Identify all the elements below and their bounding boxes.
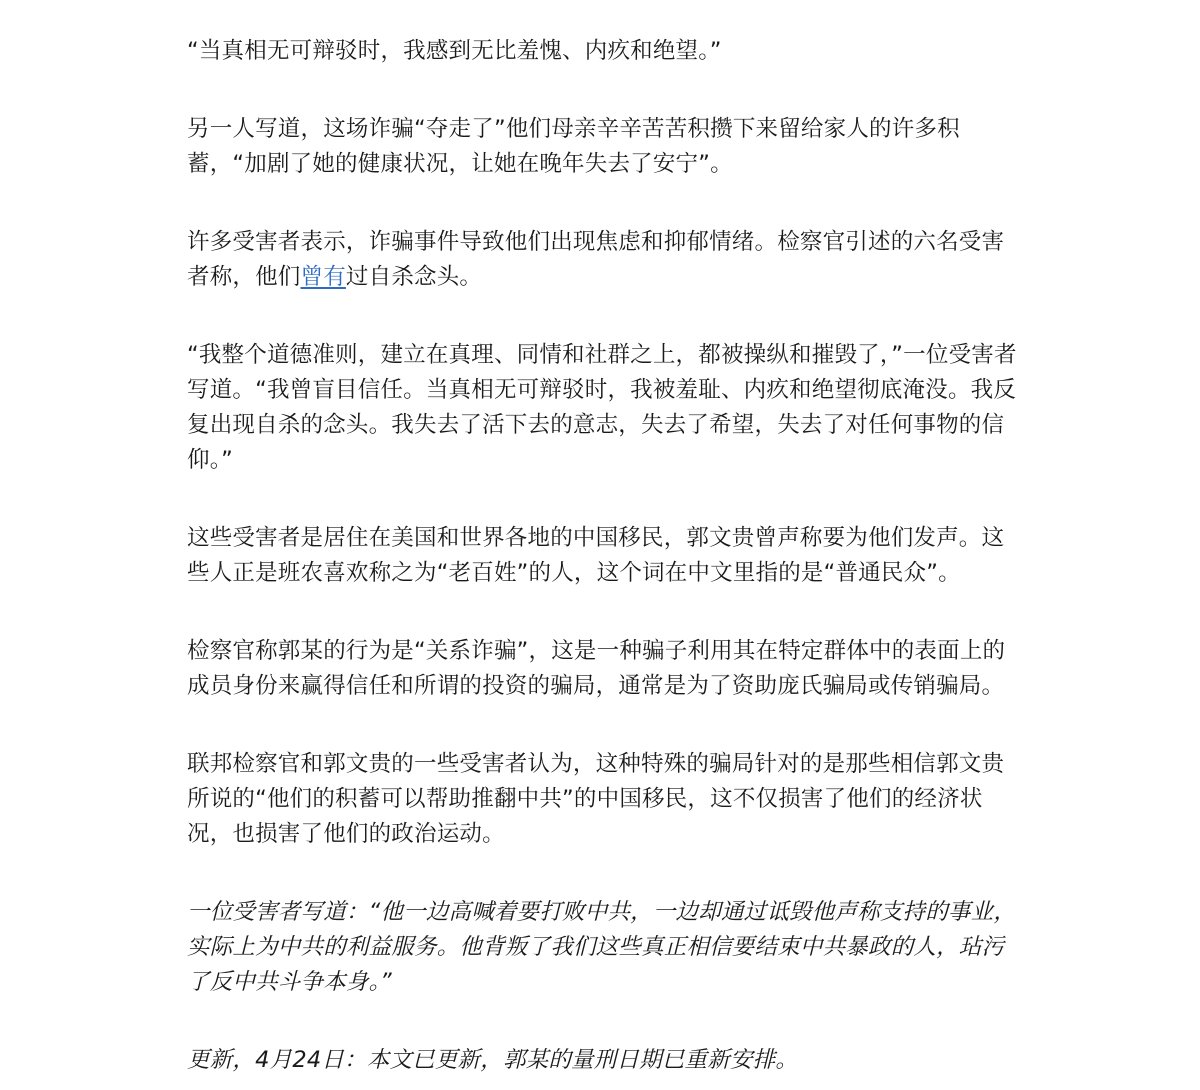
paragraph-anxiety [187,225,1017,295]
update-note: 更新，4月24日：本文已更新，郭某的量刑日期已重新安排。 [187,1047,799,1073]
paragraph-chinese-immigrants: 这些受害者是居住在美国和世界各地的中国移民，郭文贵曾声称要为他们发声。这些人正是班农喜欢称之为“老百姓”的人，这个词在中文里指的是“普通民众”。 [187,525,1005,586]
paragraph-victim-quote: “我整个道德准则，建立在真理、同情和社群之上，都被操纵和摧毁了，”一位受害者写道。“我曾盲目信任。当真相无可辩驳时，我被羞耻、内疚和绝望彻底淹没。我反复出现自杀的念头。我失去了活下去的意志，失去了希望，失去了对任何事物的信仰。” [187,342,1017,473]
suicidal-thoughts-link[interactable]: 曾有 [300,264,346,290]
paragraph-mother-savings: 另一人写道，这场诈骗“夺走了”他们母亲辛辛苦苦积攒下来留给家人的许多积蓄，“加剧了她的健康状况，让她在晚年失去了安宁”。 [187,116,960,177]
paragraph-betrayal-quote: 一位受害者写道：“他一边高喊着要打败中共，一边却通过诋毁他声称支持的事业，实际上为中共的利益服务。他背叛了我们这些真正相信要结束中共暴政的人，玷污了反中共斗争本身。” [187,899,1017,995]
paragraph-quote-shame: “当真相无可辩驳时，我感到无比羞愧、内疚和绝望。” [187,38,722,64]
paragraph-affinity-fraud: 检察官称郭某的行为是“关系诈骗”，这是一种骗子利用其在特定群体中的表面上的成员身份来赢得信任和所谓的投资的骗局，通常是为了资助庞氏骗局或传销骗局。 [187,638,1006,699]
paragraph-anxiety-text-after: 过自杀念头。 [345,264,483,290]
article-body [187,34,1017,1078]
paragraph-anxiety-text-before: 许多受害者表示，诈骗事件导致他们出现焦虑和抑郁情绪。检察官引述的六名受害者称，他们 [187,229,1005,290]
paragraph-prosecutors: 联邦检察官和郭文贵的一些受害者认为，这种特殊的骗局针对的是那些相信郭文贵所说的“他们的积蓄可以帮助推翻中共”的中国移民，这不仅损害了他们的经济状况，也损害了他们的政治运动。 [187,751,1005,847]
